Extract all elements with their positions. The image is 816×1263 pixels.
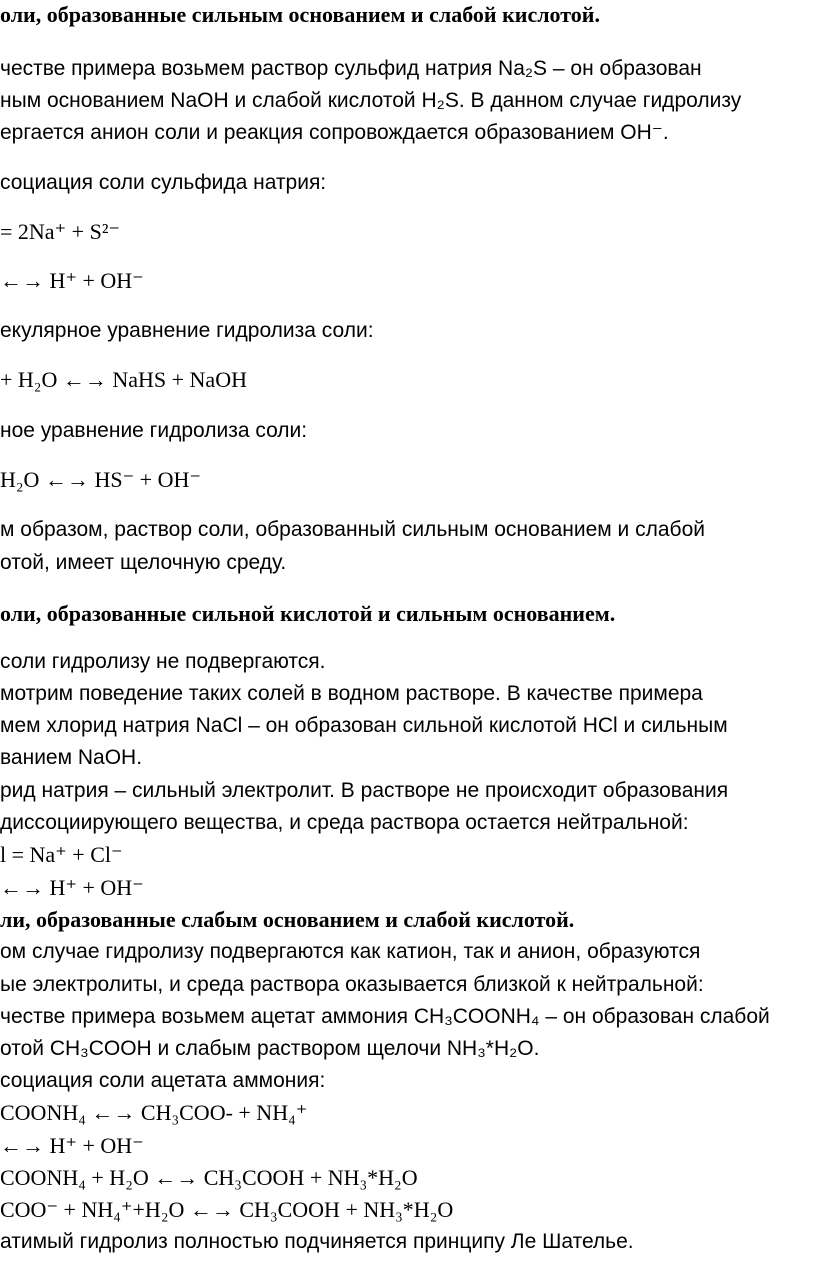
- paragraph-line: мотрим поведение таких солей в водном растворе. В качестве примера: [0, 682, 703, 705]
- paragraph-line: соли гидролизу не подвергаются.: [0, 650, 326, 673]
- paragraph-line: честве примера возьмем ацетат аммония CH₃COONH₄ – он образован слабой: [0, 1005, 770, 1028]
- paragraph-line: ергается анион соли и реакция сопровождается образованием OH⁻.: [0, 121, 669, 144]
- paragraph-line: ом случае гидролизу подвергаются как катион, так и анион, образуются: [0, 940, 701, 963]
- paragraph-line: ное уравнение гидролиза соли:: [0, 419, 308, 442]
- equation-dissociation: = 2Na⁺ + S²⁻: [0, 219, 121, 244]
- equation-nacl-dissociation: l = Na⁺ + Cl⁻: [0, 842, 123, 867]
- paragraph-line: социация соли ацетата аммония:: [0, 1069, 326, 1092]
- equation-water-ionization: ←→ H⁺ + OH⁻: [0, 1133, 144, 1158]
- equation-ionic-hydrolysis: H₂O ←→ HS⁻ + OH⁻: [0, 467, 201, 492]
- heading-strong-acid-strong-base: оли, образованные сильной кислотой и сильным основанием.: [0, 601, 616, 626]
- paragraph-line: ным основанием NaOH и слабой кислотой H₂S. В данном случае гидролизу: [0, 89, 742, 112]
- equation-water-ionization: ←→ H⁺ + OH⁻: [0, 875, 144, 900]
- equation-molecular-hydrolysis: COONH₄ + H₂O ←→ CH₃COOH + NH₃*H₂O: [0, 1165, 418, 1190]
- equation-water-ionization: ←→ H⁺ + OH⁻: [0, 268, 144, 293]
- equation-ammonium-acetate-dissociation: COONH₄ ←→ CH₃COO- + NH₄⁺: [0, 1100, 308, 1125]
- paragraph-line: ванием NaOH.: [0, 746, 143, 769]
- paragraph-line: м образом, раствор соли, образованный сильным основанием и слабой: [0, 518, 705, 541]
- equation-molecular-hydrolysis: + H₂O ←→ NaHS + NaOH: [0, 367, 247, 392]
- paragraph-line: мем хлорид натрия NaCl – он образован сильной кислотой HCl и сильным: [0, 714, 728, 737]
- heading-strong-base-weak-acid: оли, образованные сильным основанием и слабой кислотой.: [0, 2, 600, 27]
- paragraph-line: социация соли сульфида натрия:: [0, 171, 327, 194]
- paragraph-line: екулярное уравнение гидролиза соли:: [0, 319, 374, 342]
- paragraph-line: честве примера возьмем раствор сульфид натрия Na₂S – он образован: [0, 57, 702, 80]
- paragraph-line: отой CH₃COOH и слабым раствором щелочи NH₃*H₂O.: [0, 1037, 540, 1060]
- paragraph-line: рид натрия – сильный электролит. В растворе не происходит образования: [0, 779, 729, 802]
- paragraph-line: отой, имеет щелочную среду.: [0, 551, 287, 574]
- paragraph-line: ые электролиты, и среда раствора оказывается близкой к нейтральной:: [0, 973, 704, 996]
- equation-ionic-hydrolysis: COO⁻ + NH₄⁺+H₂O ←→ CH₃COOH + NH₃*H₂O: [0, 1197, 454, 1222]
- paragraph-line: диссоциирующего вещества, и среда раствора остается нейтральной:: [0, 811, 689, 834]
- heading-weak-base-weak-acid: ли, образованные слабым основанием и слабой кислотой.: [0, 907, 575, 932]
- paragraph-line: атимый гидролиз полностью подчиняется принципу Ле Шателье.: [0, 1230, 634, 1253]
